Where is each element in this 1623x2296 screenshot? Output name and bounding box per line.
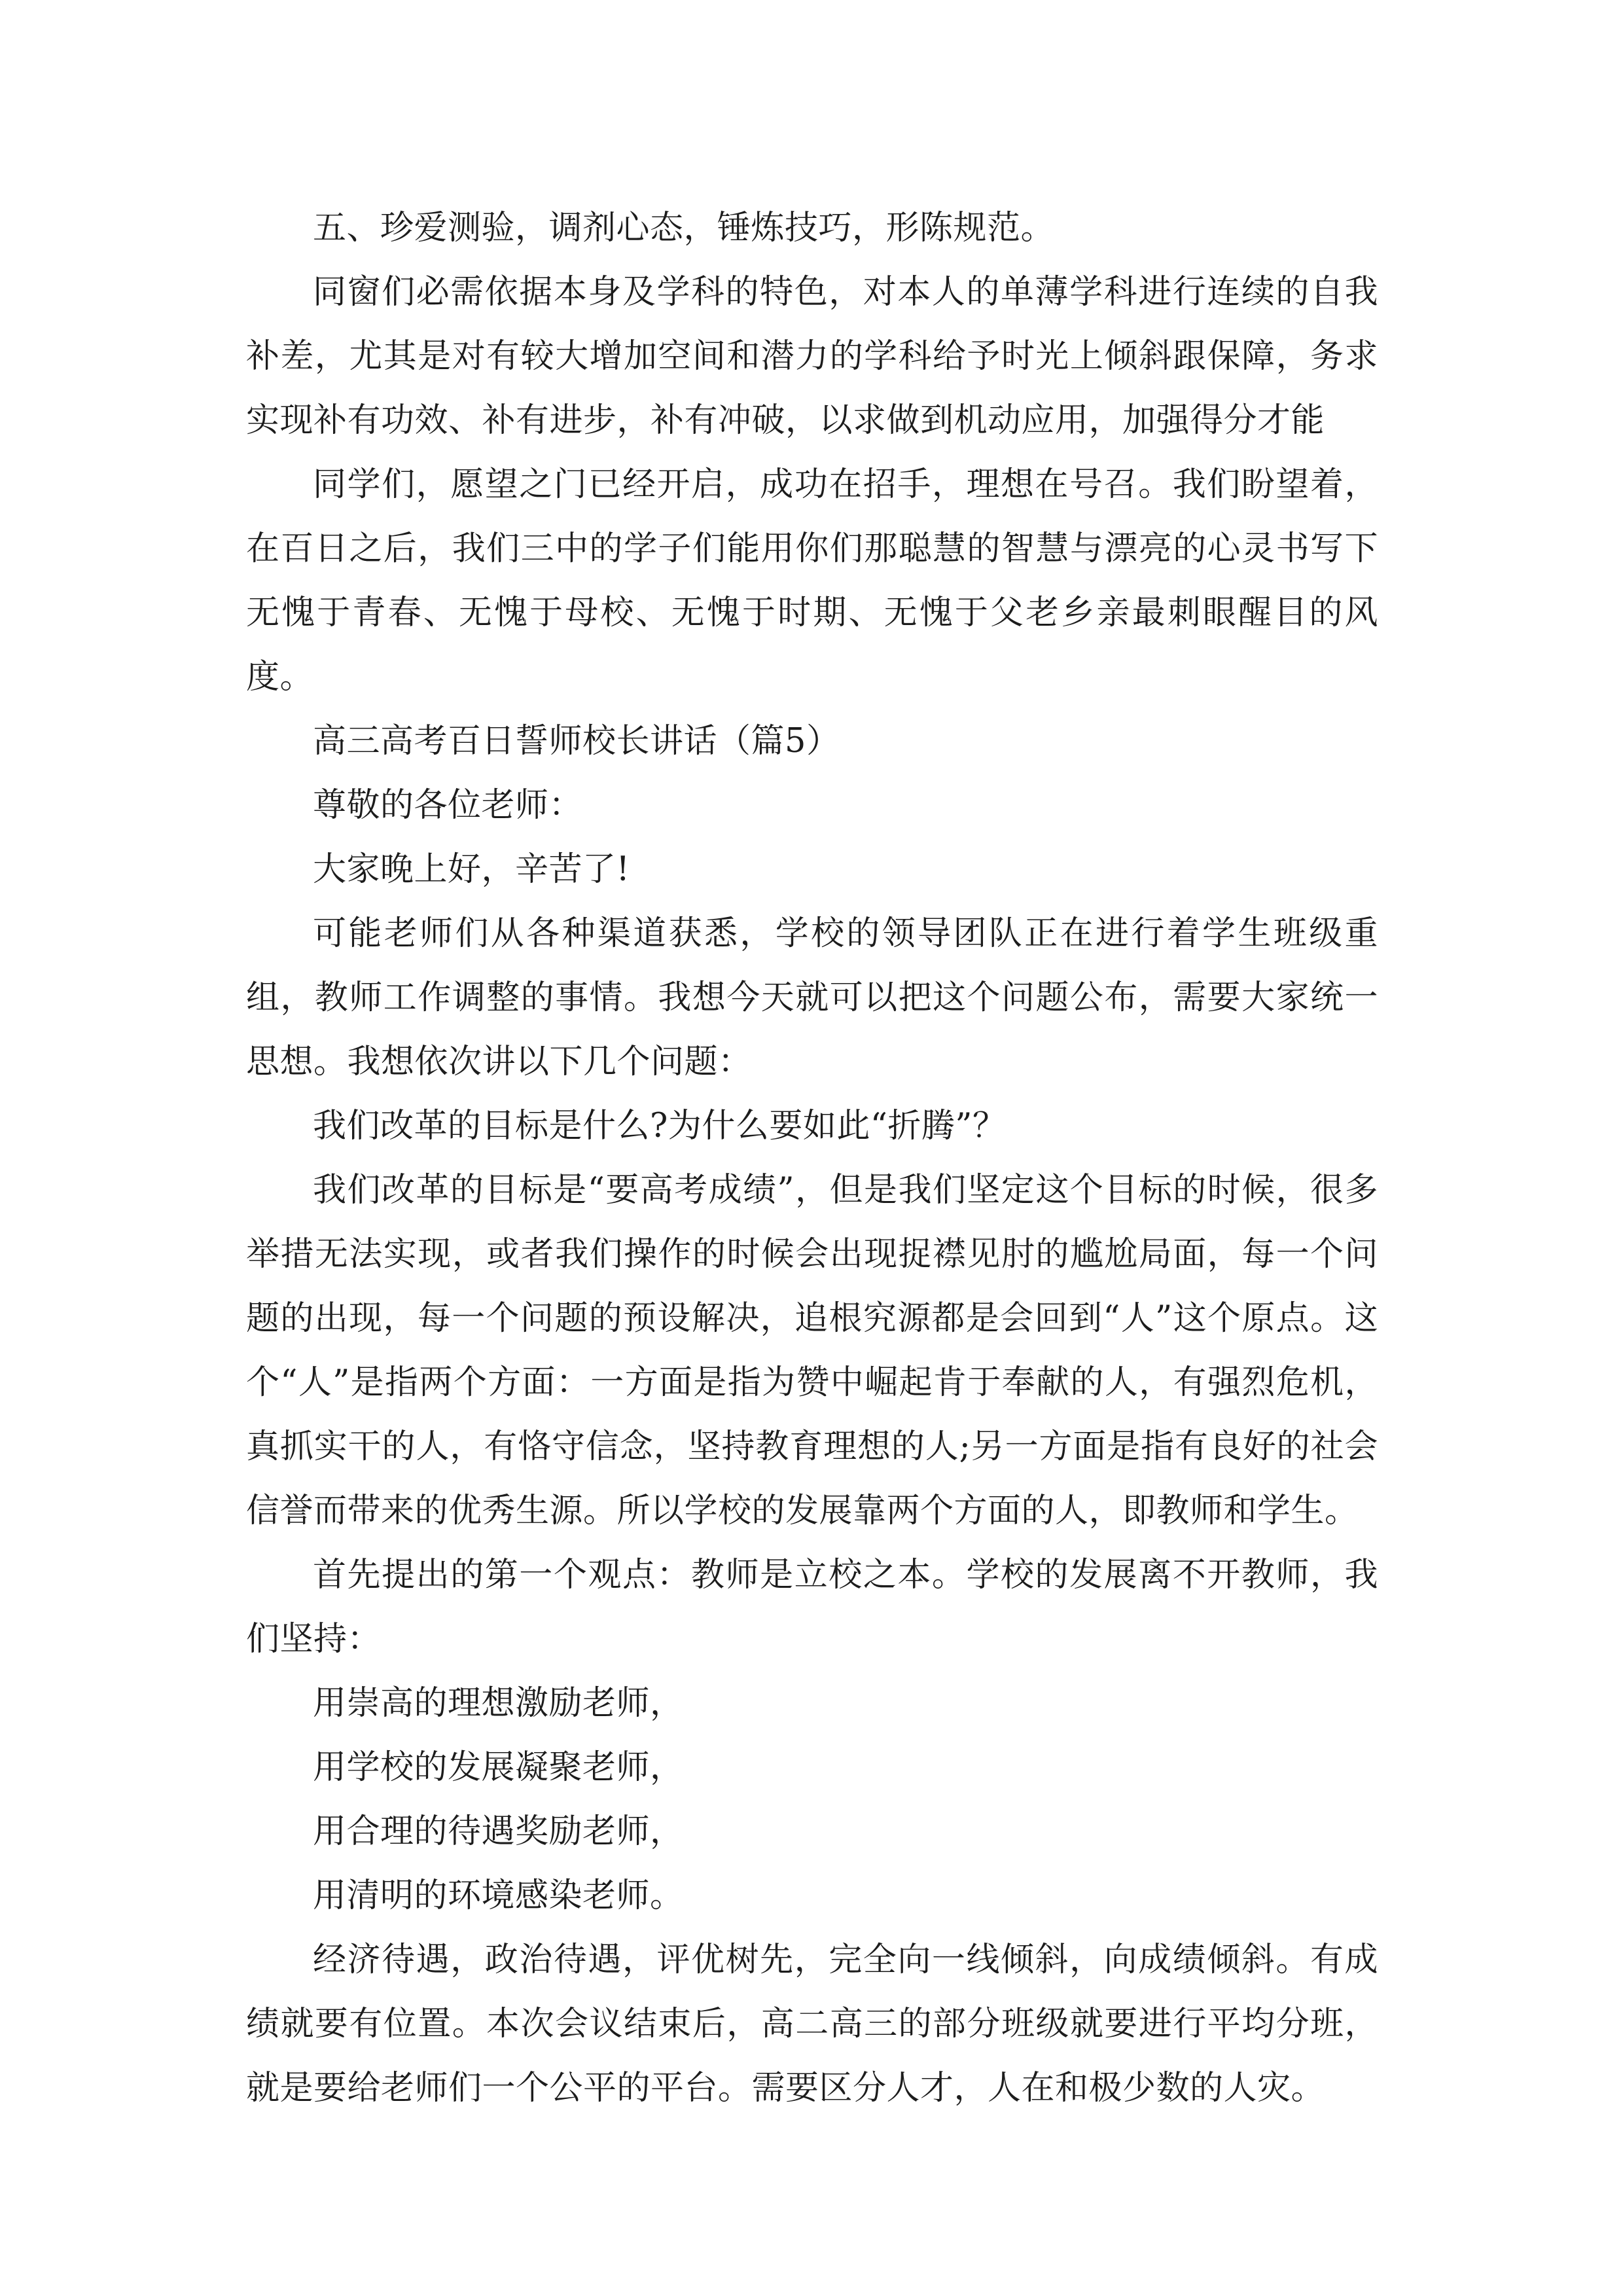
salutation: 尊敬的各位老师：: [313, 786, 583, 825]
paragraph-hope-door: 同学们，愿望之门已经开启，成功在招手，理想在号召。我们盼望着，在百日之后，我们三中的学子们能用你们那聪慧的智慧与漂亮的心灵书写下无愧于青春、无愧于母校、无愧于时期、无愧于父老乡亲最刺眼醒目的风度。: [246, 465, 1378, 696]
paragraph-reform-question: 我们改革的目标是什么?为什么要如此“折腾”？: [313, 1107, 1007, 1145]
paragraph-reform-goal: 我们改革的目标是“要高考成绩”，但是我们坚定这个目标的时候，很多举措无法实现，或者我们操作的时候会出现捉襟见肘的尴尬局面，每一个问题的出现，每一个问题的预设解决，追根究源都是会回到“人”这个原点。这个“人”是指两个方面：一方面是指为赞中崛起肯于奉献的人，有强烈危机，真抓实干的人，有恪守信念，坚持教育理想的人;另一方面是指有良好的社会信誉而带来的优秀生源。所以学校的发展靠两个方面的人，即教师和学生。: [246, 1171, 1378, 1530]
list-item-development: 用学校的发展凝聚老师，: [313, 1748, 684, 1787]
list-item-treatment: 用合理的待遇奖励老师，: [313, 1812, 684, 1851]
paragraph-reorganization: 可能老师们从各种渠道获悉，学校的领导团队正在进行着学生班级重组，教师工作调整的事情。我想今天就可以把这个问题公布，需要大家统一思想。我想依次讲以下几个问题：: [246, 914, 1378, 1081]
paragraph-economic-treatment: 经济待遇，政治待遇，评优树先，完全向一线倾斜，向成绩倾斜。有成绩就要有位置。本次会议结束后，高二高三的部分班级就要进行平均分班，就是要给老师们一个公平的平台。需要区分人才，人在和极少数的人灾。: [246, 1941, 1378, 2108]
paragraph-weak-subjects: 同窗们必需依据本身及学科的特色，对本人的单薄学科进行连续的自我补差，尤其是对有较大增加空间和潜力的学科给予时光上倾斜跟保障，务求实现补有功效、补有进步，补有冲破，以求做到机动应用，加强得分才能: [246, 273, 1378, 440]
speech-title: 高三高考百日誓师校长讲话（篇5）: [313, 722, 840, 761]
list-item-ideal: 用崇高的理想激励老师，: [313, 1684, 684, 1723]
greeting: 大家晚上好，辛苦了!: [313, 850, 630, 889]
paragraph-section-five-heading: 五、珍爱测验，调剂心态，锤炼技巧，形陈规范。: [313, 209, 1055, 247]
document-body: [246, 196, 1378, 2121]
paragraph-first-viewpoint: 首先提出的第一个观点：教师是立校之本。学校的发展离不开教师，我们坚持：: [246, 1556, 1378, 1659]
list-item-environment: 用清明的环境感染老师。: [313, 1876, 684, 1915]
